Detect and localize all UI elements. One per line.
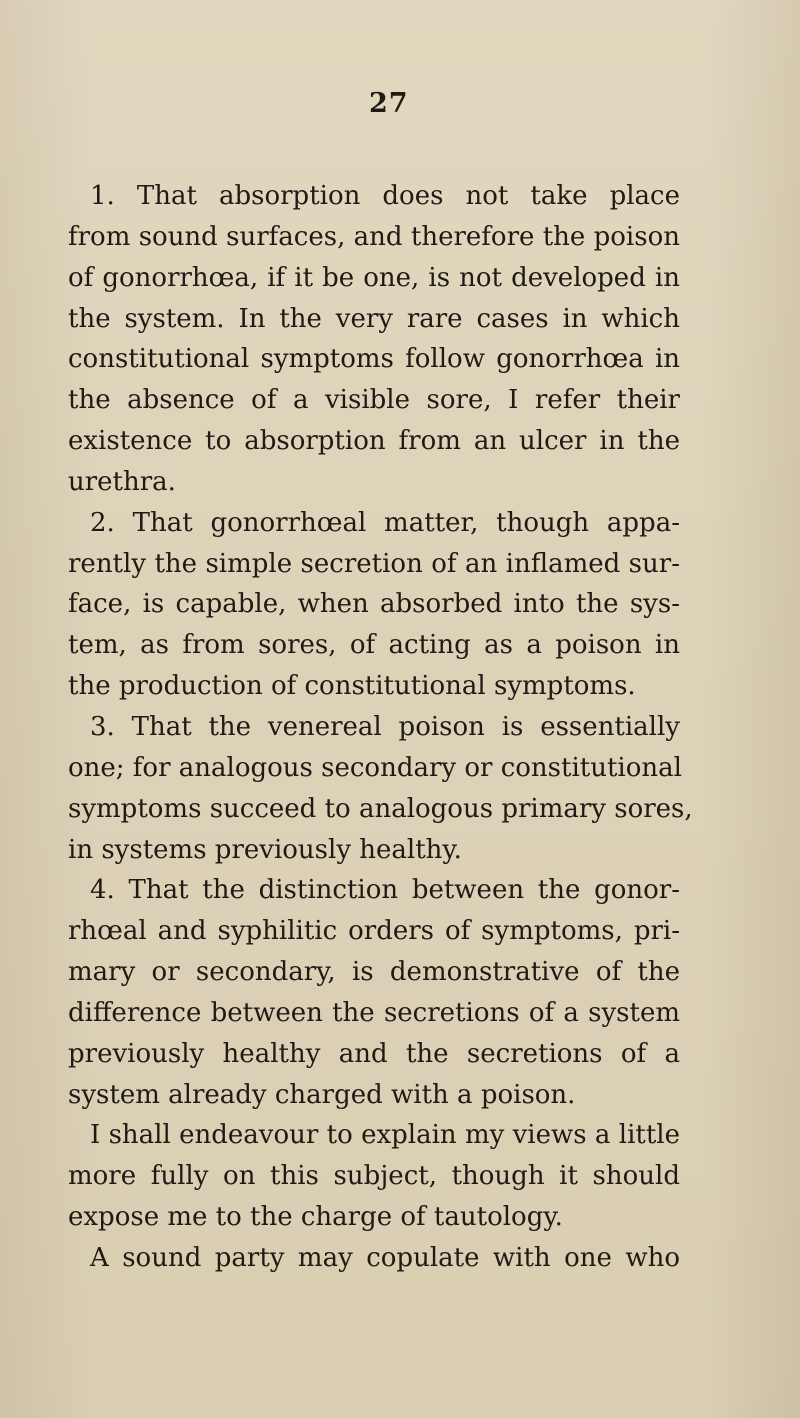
text-line: I shall endeavour to explain my views a little [90, 1120, 680, 1151]
text-line: tem, as from sores, of acting as a poison in [68, 630, 680, 661]
text-line: more fully on this subject, though it should [68, 1161, 680, 1192]
text-line: of gonorrhœa, if it be one, is not developed in [68, 262, 680, 293]
text-line: urethra. [68, 466, 176, 497]
text-line: 3. That the venereal poison is essentially [90, 711, 680, 742]
text-line: system already charged with a poison. [68, 1079, 576, 1110]
text-line: constitutional symptoms follow gonorrhœa in [68, 344, 680, 375]
text-line: from sound surfaces, and therefore the poison [68, 221, 680, 252]
text-line: rhœal and syphilitic orders of symptoms, pri- [68, 916, 680, 947]
text-line: the absence of a visible sore, I refer their [68, 385, 680, 416]
text-line: previously healthy and the secretions of a [68, 1038, 680, 1069]
text-line: the system. In the very rare cases in which [68, 303, 680, 334]
text-line: 2. That gonorrhœal matter, though appa- [90, 507, 680, 538]
text-line: in systems previously healthy. [68, 834, 462, 865]
text-line: 4. That the distinction between the gonor- [90, 875, 680, 906]
text-line: existence to absorption from an ulcer in the [68, 426, 680, 457]
text-line: difference between the secretions of a system [68, 997, 680, 1028]
text-line: face, is capable, when absorbed into the sys- [68, 589, 680, 620]
text-line: A sound party may copulate with one who [90, 1242, 680, 1273]
text-line: symptoms succeed to analogous primary sores, [68, 793, 693, 824]
text-line: mary or secondary, is demonstrative of the [68, 957, 680, 988]
text-line: the production of constitutional symptoms. [68, 671, 636, 702]
text-line: rently the simple secretion of an inflamed sur- [68, 548, 680, 579]
text-line: expose me to the charge of tautology. [68, 1202, 563, 1233]
page-number: 27 [369, 88, 409, 119]
text-line: 1. That absorption does not take place [90, 181, 680, 211]
text-line: one; for analogous secondary or constitutional [68, 752, 682, 783]
body-text [68, 176, 693, 1279]
